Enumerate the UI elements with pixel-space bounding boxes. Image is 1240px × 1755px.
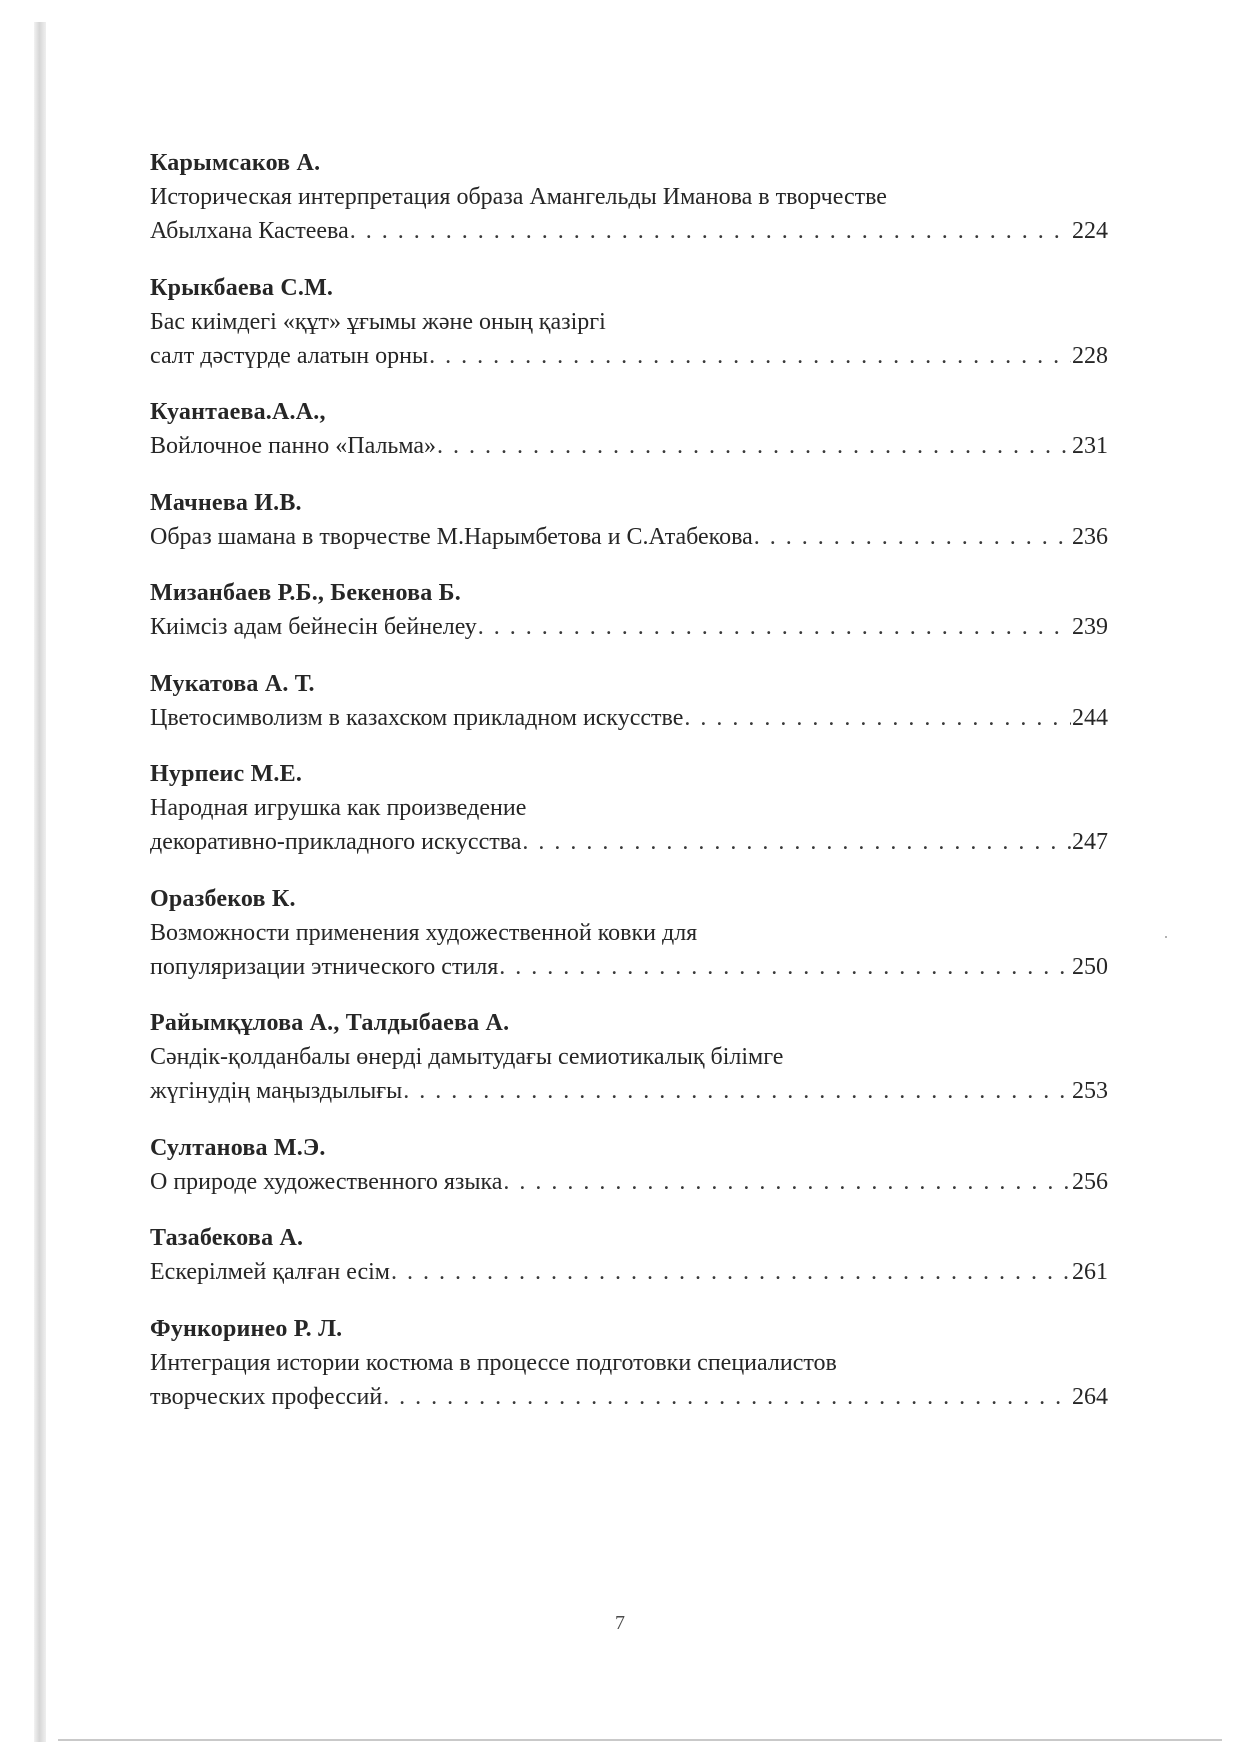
dot-leader	[391, 1255, 1071, 1289]
toc-entry-title-line: Киімсіз адам бейнесін бейнелеу	[150, 614, 477, 640]
dot-leader	[503, 1165, 1071, 1199]
table-of-contents	[150, 146, 1110, 1436]
toc-entry-title-row	[150, 825, 1108, 859]
toc-entry-page-number: 250	[1072, 953, 1108, 980]
toc-entry-author: Султанова М.Э.	[150, 1134, 326, 1161]
toc-entry	[150, 1221, 1110, 1289]
page-number: 7	[615, 1612, 625, 1634]
toc-entry-page-number: 264	[1072, 1383, 1108, 1410]
dot-leader	[350, 214, 1071, 248]
toc-entry-title-row	[150, 1165, 1108, 1199]
toc-entry-title-line: салт дәстүрде алатын орны	[150, 342, 429, 369]
toc-entry-page-number: 228	[1072, 342, 1108, 369]
toc-entry	[150, 1131, 1110, 1199]
toc-entry	[150, 486, 1110, 554]
toc-entry	[150, 757, 1110, 859]
toc-entry-title-line: декоративно-прикладного искусства	[150, 829, 522, 855]
toc-entry	[150, 576, 1110, 644]
toc-entry-author: Мачнева И.В.	[150, 489, 302, 516]
toc-entry	[150, 882, 1110, 984]
toc-entry-title-line: Интеграция истории костюма в процессе подготовки специалистов	[150, 1349, 837, 1376]
toc-entry-page-number: 239	[1072, 614, 1108, 640]
dot-leader	[383, 1380, 1071, 1414]
toc-entry-title-line: Образ шамана в творчестве М.Нарымбетова и С.Атабекова	[150, 523, 753, 550]
toc-entry-page-number: 247	[1072, 829, 1108, 855]
toc-entry-title-row	[150, 701, 1108, 735]
toc-entry-page-number: 261	[1072, 1259, 1108, 1285]
toc-entry-title-line: Историческая интерпретация образа Амангельды Иманова в творчестве	[150, 184, 887, 210]
toc-entry-page-number: 236	[1072, 523, 1108, 550]
toc-entry-author: Райымқұлова А., Талдыбаева А.	[150, 1010, 510, 1036]
toc-entry-title-row	[150, 339, 1108, 373]
toc-entry-title-row	[150, 950, 1108, 984]
toc-entry-title-line: Сәндік-қолданбалы өнерді дамытудағы семиотикалық білімге	[150, 1044, 784, 1070]
toc-entry-title-line: творческих профессий	[150, 1383, 383, 1410]
dot-leader	[403, 1074, 1071, 1108]
toc-entry-page-number: 231	[1072, 433, 1108, 459]
dot-leader	[754, 520, 1071, 554]
toc-entry	[150, 146, 1110, 248]
toc-entry-author: Мизанбаев Р.Б., Бекенова Б.	[150, 580, 461, 606]
toc-entry-page-number: 224	[1072, 218, 1108, 244]
toc-entry	[150, 667, 1110, 735]
toc-entry-title-row	[150, 429, 1108, 463]
toc-entry-author: Нурпеис М.Е.	[150, 761, 303, 787]
dot-leader	[478, 610, 1071, 644]
toc-entry-title-row	[150, 610, 1108, 644]
toc-entry-title-line: Народная игрушка как произведение	[150, 795, 527, 821]
toc-entry-title-line: Бас киімдегі «құт» ұғымы және оның қазіргі	[150, 308, 606, 335]
toc-entry-author: Функоринео Р. Л.	[150, 1315, 343, 1342]
scan-shadow-left	[34, 22, 46, 1742]
toc-entry-title-row	[150, 1255, 1108, 1289]
toc-entry	[150, 1312, 1110, 1414]
toc-entry-author: Куантаева.А.А.,	[150, 399, 326, 425]
toc-entry	[150, 271, 1110, 373]
toc-entry-title-line: популяризации этнического стиля	[150, 953, 499, 980]
toc-entry-title-line: Цветосимволизм в казахском прикладном искусстве	[150, 704, 684, 731]
toc-entry-title-line: Возможности применения художественной ковки для	[150, 919, 698, 946]
dot-leader	[437, 429, 1071, 463]
dot-leader	[429, 339, 1071, 373]
toc-entry-page-number: 244	[1072, 704, 1108, 731]
toc-entry-author: Тазабекова А.	[150, 1225, 304, 1251]
toc-entry-author: Крыкбаева С.М.	[150, 274, 334, 301]
toc-entry-author: Оразбеков К.	[150, 885, 296, 912]
toc-entry-title-line: Ескерілмей қалған есім	[150, 1259, 390, 1285]
toc-entry-title-row	[150, 520, 1108, 554]
dot-leader	[684, 701, 1071, 735]
scan-edge-bottom	[58, 1739, 1222, 1741]
toc-entry-title-line: Войлочное панно «Пальма»	[150, 433, 437, 459]
scan-speck	[1165, 936, 1167, 938]
toc-entry-title-line: жүгінудің маңыздылығы	[150, 1078, 403, 1104]
toc-entry-author: Карымсаков А.	[150, 150, 321, 176]
toc-entry-page-number: 256	[1072, 1168, 1108, 1195]
toc-entry-page-number: 253	[1072, 1078, 1108, 1104]
toc-entry-title-line: О природе художественного языка	[150, 1168, 503, 1195]
toc-entry	[150, 395, 1110, 463]
dot-leader	[522, 825, 1071, 859]
toc-entry-title-row	[150, 1074, 1108, 1108]
toc-entry-title-line: Абылхана Кастеева	[150, 218, 349, 244]
toc-entry	[150, 1006, 1110, 1108]
toc-entry-title-row	[150, 214, 1108, 248]
toc-entry-author: Мукатова А. Т.	[150, 670, 315, 697]
toc-entry-title-row	[150, 1380, 1108, 1414]
dot-leader	[499, 950, 1071, 984]
